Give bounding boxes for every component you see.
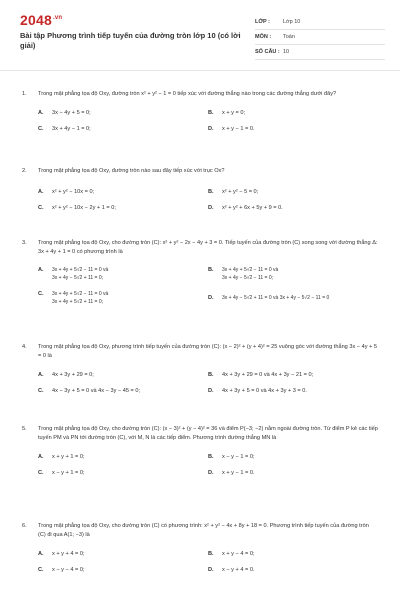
- option-text: 4x + 3y + 29 = 0 và 4x + 3y − 21 = 0;: [222, 371, 314, 378]
- option-letter: A.: [38, 371, 44, 378]
- option-d[interactable]: [208, 387, 378, 396]
- questions-list: [0, 90, 400, 592]
- option-text: 3x + 4y − 1 = 0;: [52, 125, 91, 132]
- question: [22, 425, 378, 522]
- option-letter: C.: [38, 290, 44, 297]
- option-letter: A.: [38, 109, 44, 116]
- option-text: x + y − 1 = 0.: [222, 125, 255, 132]
- question: [22, 167, 378, 239]
- option-letter: A.: [38, 188, 44, 195]
- option-line: 3x + 4y + 5√2 − 11 = 0 và: [52, 266, 109, 273]
- option-row: [38, 286, 378, 310]
- option-letter: D.: [208, 566, 214, 573]
- meta-value: Toán: [283, 34, 295, 40]
- option-text: x² + y² − 10x = 0;: [52, 188, 95, 195]
- question: [22, 522, 378, 592]
- option-text: [222, 266, 378, 283]
- option-text: 3x − 4y + 5 = 0;: [52, 109, 91, 116]
- option-b[interactable]: [208, 550, 378, 559]
- option-letter: C.: [38, 387, 44, 394]
- option-c[interactable]: [38, 204, 208, 213]
- option-letter: A.: [38, 266, 44, 273]
- question-number: 3.: [22, 240, 27, 246]
- question: [22, 90, 378, 167]
- option-line: 3x + 4y − 5√2 + 11 = 0 và 3x + 4y − 5√2 − 11 = 0: [222, 294, 330, 301]
- meta-key: MÔN :: [255, 34, 272, 40]
- question: [22, 239, 378, 343]
- option-text: x − y + 4 = 0.: [222, 566, 255, 573]
- option-text: x + y + 4 = 0;: [52, 550, 85, 557]
- option-letter: B.: [208, 266, 214, 273]
- question-head: [22, 425, 378, 443]
- option-text: x² + y² − 10x − 2y + 1 = 0;: [52, 204, 116, 211]
- option-row: [38, 449, 378, 465]
- worksheet-title: Bài tập Phương trình tiếp tuyến của đường tròn lớp 10 (có lời giải): [20, 31, 241, 50]
- options: [38, 105, 378, 137]
- option-b[interactable]: [208, 109, 378, 118]
- question-number: 2.: [22, 168, 27, 174]
- option-text: x − y − 4 = 0;: [52, 566, 85, 573]
- option-letter: D.: [208, 469, 214, 476]
- option-letter: C.: [38, 125, 44, 132]
- options: [38, 262, 378, 310]
- question-head: [22, 343, 378, 361]
- question-number: 4.: [22, 344, 27, 350]
- option-a[interactable]: [38, 188, 208, 197]
- question-text: Trong mặt phẳng tọa độ Oxy, đường tròn nào sau đây tiếp xúc với trục Ox?: [38, 168, 225, 174]
- option-letter: D.: [208, 294, 214, 301]
- option-text: [52, 266, 208, 283]
- option-line: 3x + 4y + 5√2 − 11 = 0 và: [222, 266, 279, 273]
- option-row: [38, 121, 378, 137]
- meta-key: SỐ CÂU :: [255, 49, 280, 55]
- option-text: x + y − 1 = 0.: [222, 469, 255, 476]
- option-d[interactable]: [208, 469, 378, 478]
- option-line: 3x + 4y − 5√2 − 11 = 0;: [222, 275, 274, 281]
- option-text: [52, 290, 208, 307]
- option-d[interactable]: [208, 566, 378, 575]
- option-a[interactable]: [38, 109, 208, 118]
- option-a[interactable]: [38, 266, 208, 283]
- option-text: [222, 294, 378, 303]
- option-d[interactable]: [208, 294, 378, 303]
- meta-table: [255, 15, 385, 60]
- option-letter: B.: [208, 188, 214, 195]
- options: [38, 184, 378, 216]
- option-letter: C.: [38, 566, 44, 573]
- option-row: [38, 367, 378, 383]
- meta-row-grade: [255, 15, 385, 30]
- options: [38, 367, 378, 399]
- option-letter: D.: [208, 204, 214, 211]
- option-text: x + y − 4 = 0;: [222, 550, 255, 557]
- option-text: x + y + 1 = 0;: [52, 453, 85, 460]
- options: [38, 546, 378, 578]
- option-c[interactable]: [38, 125, 208, 134]
- option-letter: C.: [38, 469, 44, 476]
- meta-row-subject: [255, 30, 385, 45]
- question-head: [22, 167, 378, 176]
- meta-value: 10: [283, 49, 290, 55]
- meta-key: LỚP :: [255, 19, 270, 25]
- option-b[interactable]: [208, 188, 378, 197]
- question-number: 6.: [22, 523, 27, 529]
- option-letter: B.: [208, 550, 214, 557]
- option-text: x − y − 1 = 0;: [222, 453, 255, 460]
- meta-value: Lớp 10: [283, 19, 301, 25]
- option-row: [38, 184, 378, 200]
- question-text: Trong mặt phẳng tọa độ Oxy, cho đường tròn (C): x² + y² − 2x − 4y + 3 = 0. Tiếp tuyến của đường tròn (C) song song với đường thẳng Δ: 3x + 4y + 1 = 0 có phương trình là: [38, 240, 378, 255]
- option-letter: B.: [208, 109, 214, 116]
- option-b[interactable]: [208, 371, 378, 380]
- option-letter: D.: [208, 125, 214, 132]
- option-text: 4x − 3y + 5 = 0 và 4x − 3y − 45 = 0;: [52, 387, 141, 394]
- option-b[interactable]: [208, 266, 378, 283]
- site-logo[interactable]: [20, 12, 62, 28]
- option-row: [38, 383, 378, 399]
- option-line: 3x + 4y + 5√2 + 11 = 0;: [52, 299, 104, 305]
- option-c[interactable]: [38, 290, 208, 307]
- question-number: 5.: [22, 426, 27, 432]
- option-d[interactable]: [208, 125, 378, 134]
- option-letter: B.: [208, 453, 214, 460]
- options: [38, 449, 378, 481]
- option-letter: D.: [208, 387, 214, 394]
- page-header: [0, 0, 400, 71]
- option-row: [38, 562, 378, 578]
- option-row: [38, 546, 378, 562]
- option-letter: C.: [38, 204, 44, 211]
- option-text: 4x + 3y + 29 = 0;: [52, 371, 94, 378]
- question-head: [22, 522, 378, 540]
- option-a[interactable]: [38, 371, 208, 380]
- option-letter: A.: [38, 550, 44, 557]
- logo-text: 2048: [20, 12, 52, 28]
- option-text: x − y + 1 = 0;: [52, 469, 85, 476]
- option-c[interactable]: [38, 566, 208, 575]
- option-row: [38, 105, 378, 121]
- option-letter: B.: [208, 371, 214, 378]
- meta-row-count: [255, 45, 385, 60]
- option-line: 3x + 4y + 5√2 − 11 = 0 và: [52, 290, 109, 297]
- option-text: x² + y² − 5 = 0;: [222, 188, 259, 195]
- question-text: Trong mặt phẳng tọa độ Oxy, cho đường tròn (C) có phương trình: x² + y² − 4x + 8y + 18 = 0. Phương trình tiếp tuyến của đường tròn (C) đi qua A(1; −3) là: [38, 523, 369, 538]
- question: [22, 343, 378, 425]
- option-b[interactable]: [208, 453, 378, 462]
- question-number: 1.: [22, 91, 27, 97]
- question-text: Trong mặt phẳng tọa độ Oxy, cho đường tròn (C): (x − 3)² + (y − 4)² = 36 và điểm P(−3; −2) nằm ngoài đường tròn. Từ điểm P kẻ các tiếp tuyến PM và PN tới đường tròn (C), với M, N là các tiếp điểm. Phương trình đường thẳng MN là: [38, 426, 378, 441]
- option-c[interactable]: [38, 469, 208, 478]
- option-letter: A.: [38, 453, 44, 460]
- option-row: [38, 262, 378, 286]
- logo-suffix: .vn: [52, 15, 63, 22]
- option-text: x² + y² + 6x + 5y + 9 = 0.: [222, 204, 283, 211]
- option-text: 4x + 3y + 5 = 0 và 4x + 3y + 3 = 0.: [222, 387, 307, 394]
- option-a[interactable]: [38, 453, 208, 462]
- option-c[interactable]: [38, 387, 208, 396]
- option-a[interactable]: [38, 550, 208, 559]
- option-d[interactable]: [208, 204, 378, 213]
- question-head: [22, 90, 378, 99]
- question-head: [22, 239, 378, 257]
- option-row: [38, 465, 378, 481]
- question-text: Trong mặt phẳng tọa độ Oxy, phương trình tiếp tuyến của đường tròn (C): (x − 2)² + (y + 4)² = 25 vuông góc với đường thẳng 3x − 4y + 5 = 0 là: [38, 344, 378, 359]
- option-row: [38, 200, 378, 216]
- question-text: Trong mặt phẳng tọa độ Oxy, đường tròn x² + y² − 1 = 0 tiếp xúc với đường thẳng nào trong các đường thẳng dưới đây?: [38, 91, 337, 97]
- option-text: x + y = 0;: [222, 109, 246, 116]
- option-line: 3x + 4y − 5√2 + 11 = 0;: [52, 275, 104, 281]
